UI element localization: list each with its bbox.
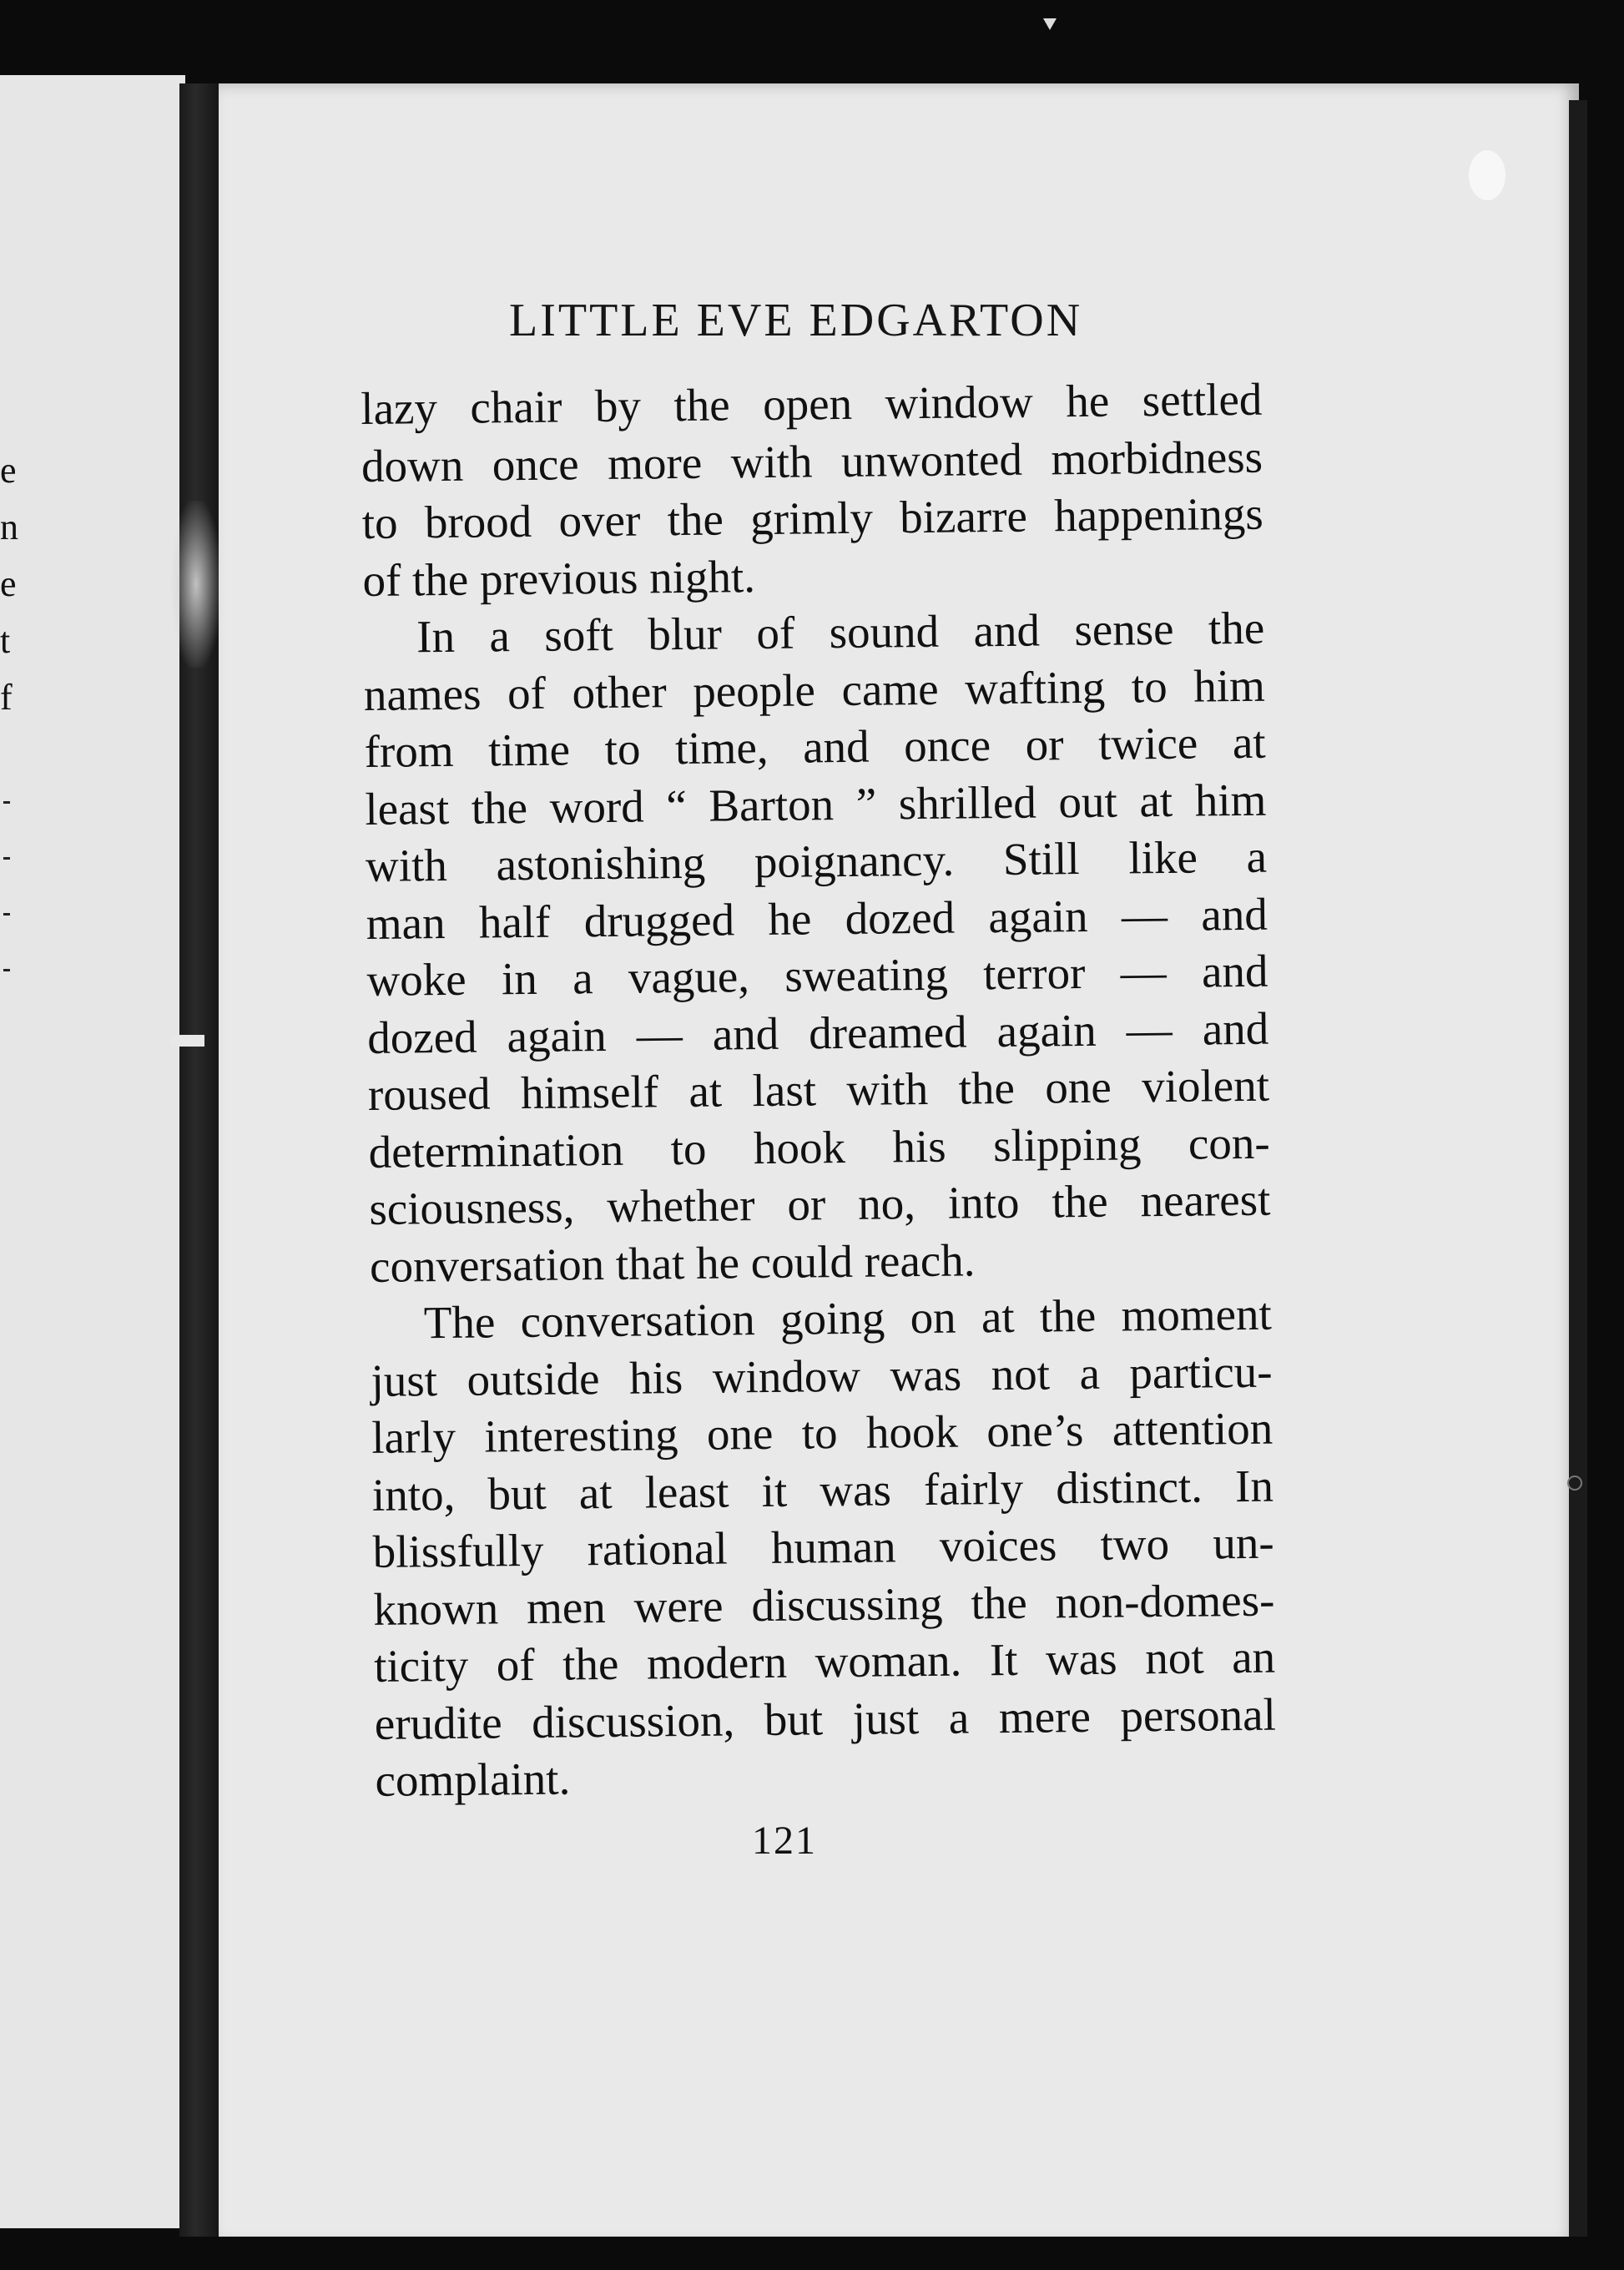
text-line: complaint. — [375, 1753, 571, 1806]
scan-artifact-ring — [1567, 1476, 1582, 1491]
left-page-marks — [3, 801, 20, 1052]
text-line: determination to hook his slipping con- — [368, 1117, 1270, 1178]
gutter-wear-mark — [171, 501, 221, 668]
left-edge-letter: e — [0, 450, 17, 491]
left-edge-letter: f — [0, 677, 13, 718]
text-line: larly interesting one to hook one’s attention — [371, 1402, 1273, 1463]
text-line: with astonishing poignancy. Still like a — [365, 830, 1268, 891]
text-line: names of other people came wafting to him — [363, 659, 1266, 720]
left-page-edge-text — [0, 442, 33, 726]
text-line: conversation that he could reach. — [369, 1233, 976, 1292]
text-line: In a soft blur of sound and sense the — [416, 602, 1265, 663]
text-line: ticity of the modern woman. It was not an — [373, 1631, 1276, 1692]
text-line: lazy chair by the open window he settled — [361, 373, 1263, 434]
text-line: just outside his window was not a particu- — [371, 1345, 1273, 1406]
text-line: erudite discussion, but just a mere personal — [374, 1688, 1277, 1749]
left-facing-page — [0, 75, 185, 2228]
page-number: 121 — [752, 1819, 817, 1863]
left-edge-letter: e — [0, 563, 17, 604]
page-body-text — [361, 371, 1277, 1810]
text-line: down once more with unwonted morbidness — [361, 431, 1263, 492]
text-line: known men were discussing the non-domes- — [373, 1574, 1275, 1635]
scan-artifact-spot — [1469, 150, 1505, 200]
text-line: to brood over the grimly bizarre happenings — [361, 487, 1264, 548]
scan-bottom-border — [0, 2237, 1624, 2270]
text-line: dozed again — and dreamed again — and — [366, 1002, 1269, 1063]
book-gutter — [179, 83, 219, 2237]
text-line: into, but at least it was fairly distinct. In — [371, 1460, 1274, 1521]
text-line: woke in a vague, sweating terror — and — [366, 945, 1268, 1006]
text-line: The conversation going on at the moment — [423, 1288, 1273, 1349]
running-header: LITTLE EVE EDGARTON — [509, 295, 1083, 346]
text-line: of the previous night. — [362, 550, 756, 606]
text-line: blissfully rational human voices two un- — [372, 1516, 1274, 1577]
text-line: least the word “ Barton ” shrilled out at him — [365, 774, 1267, 835]
text-line: from time to time, and once or twice at — [364, 716, 1266, 777]
page-right-edge — [1569, 100, 1587, 2237]
left-edge-letter: t — [0, 620, 11, 661]
left-edge-letter: n — [0, 507, 18, 547]
gutter-nick-mark — [171, 1035, 204, 1047]
text-line: man half drugged he dozed again — and — [366, 888, 1268, 949]
text-line: sciousness, whether or no, into the nearest — [369, 1173, 1271, 1234]
scan-artifact-mark — [1043, 18, 1057, 30]
text-line: roused himself at last with the one violent — [367, 1059, 1270, 1120]
